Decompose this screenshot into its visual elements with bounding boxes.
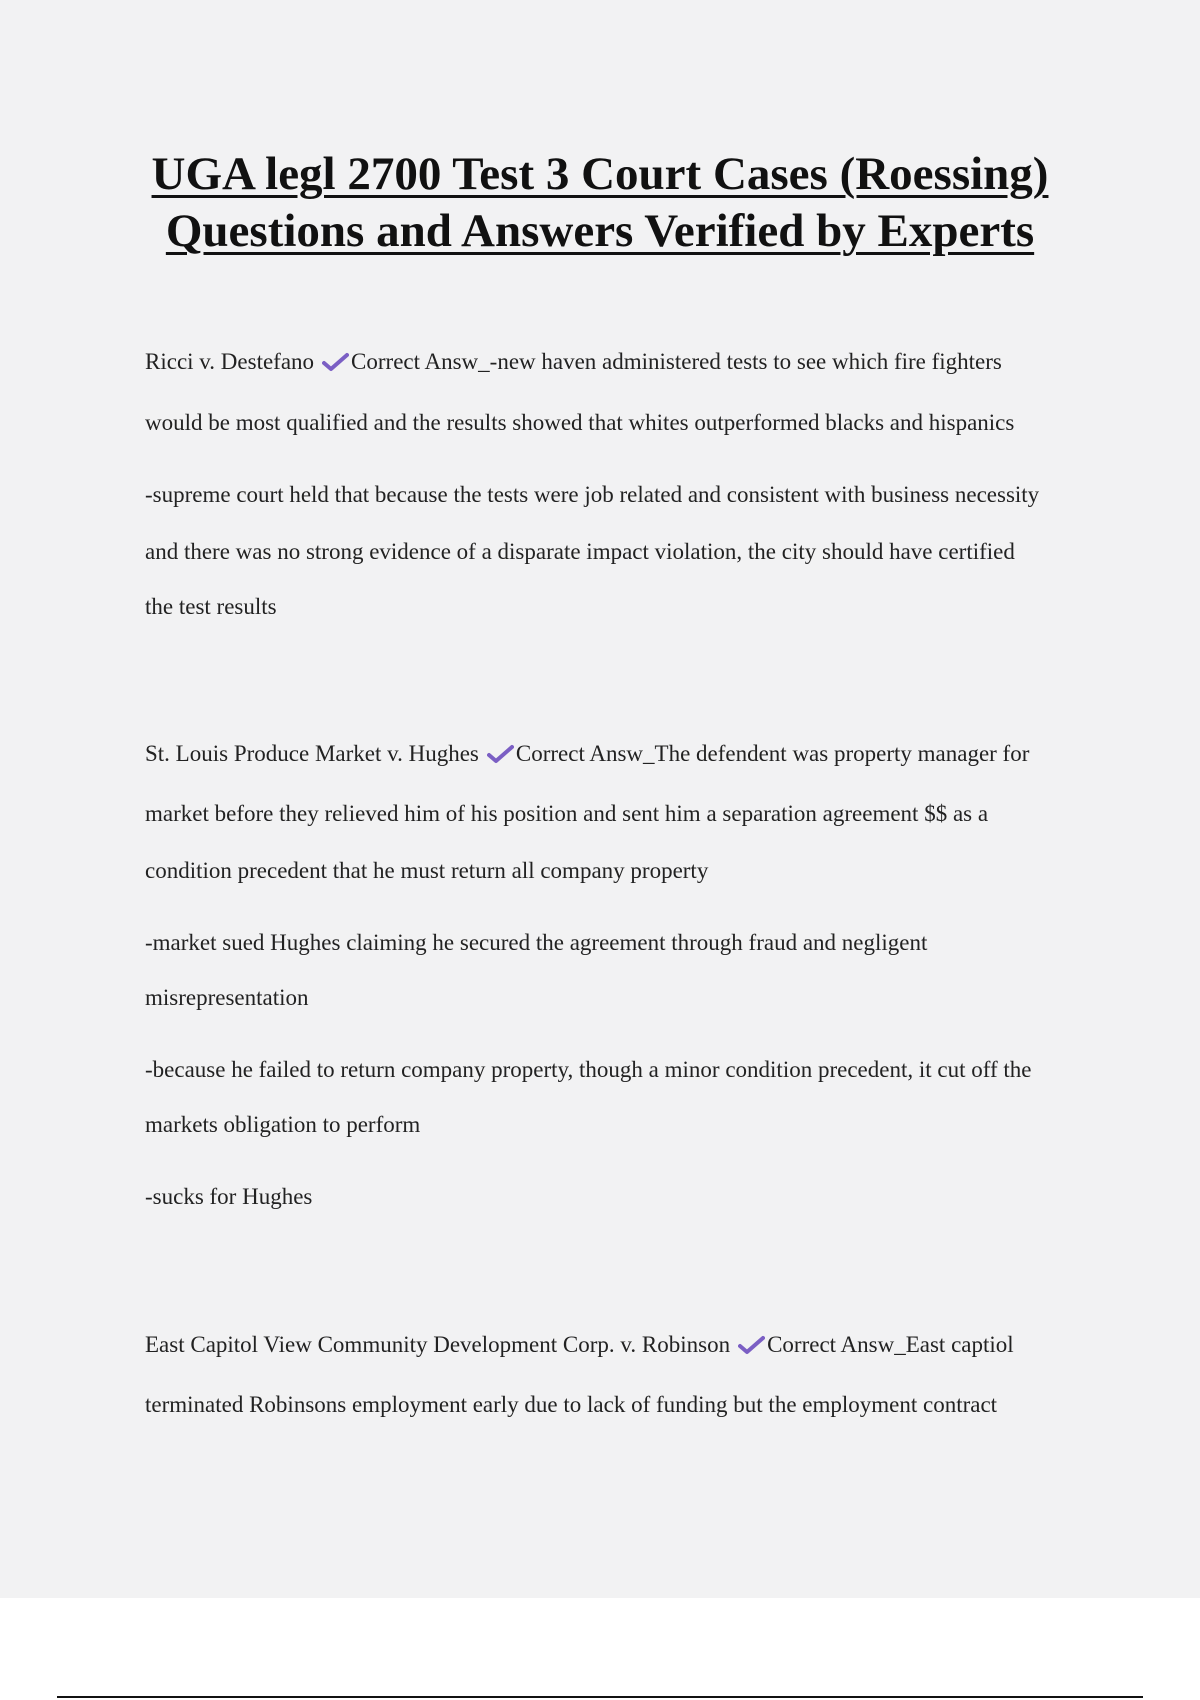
answer-marker: Correct Answ_	[515, 741, 655, 766]
checkmark-icon	[738, 1335, 765, 1355]
case-name: Ricci v. Destefano	[145, 349, 315, 374]
entry-3-line-1: terminated Robinsons employment early due to lack of funding but the employment contract	[145, 1392, 998, 1417]
entry-2-line-6: markets obligation to perform	[145, 1112, 421, 1137]
document-title	[0, 146, 1200, 260]
footer-divider	[57, 1696, 1143, 1698]
answer-first-line: The defendent was property manager for	[654, 741, 1030, 766]
entry-2-line-2: condition precedent that he must return all company property	[145, 858, 709, 883]
title-line-1: UGA legl 2700 Test 3 Court Cases (Roessing)	[151, 148, 1049, 200]
entry-2-line-1: market before they relieved him of his position and sent him a separation agreement $$ as a	[145, 801, 989, 826]
entry-1-line-3: and there was no strong evidence of a disparate impact violation, the city should have certified	[145, 539, 1015, 564]
entry-1-line-1: would be most qualified and the results showed that whites outperformed blacks and hispanics	[145, 410, 1015, 435]
answer-marker: Correct Answ_	[767, 1332, 906, 1357]
answer-first-line: East captiol	[905, 1332, 1014, 1357]
checkmark-icon	[487, 744, 514, 764]
checkmark-icon	[322, 352, 349, 372]
entry-1-line-4: the test results	[145, 594, 277, 619]
answer-marker: Correct Answ_	[351, 349, 490, 374]
entry-2-heading	[145, 740, 1029, 768]
entry-1-line-2: -supreme court held that because the tests were job related and consistent with business necessity	[145, 482, 1040, 507]
answer-first-line: -new haven administered tests to see which fire fighters	[489, 349, 1002, 374]
title-line-2: Questions and Answers Verified by Experts	[165, 205, 1035, 257]
entry-2-line-3: -market sued Hughes claiming he secured the agreement through fraud and negligent	[145, 930, 928, 955]
entry-3-heading	[145, 1331, 1014, 1359]
entry-2-line-5: -because he failed to return company property, though a minor condition precedent, it cut off the	[145, 1057, 1032, 1082]
entry-2-line-7: -sucks for Hughes	[145, 1184, 313, 1209]
case-name: East Capitol View Community Development Corp. v. Robinson	[145, 1332, 731, 1357]
entry-1-heading	[145, 348, 1002, 376]
entry-2-line-4: misrepresentation	[145, 985, 309, 1010]
case-name: St. Louis Produce Market v. Hughes	[145, 741, 479, 766]
